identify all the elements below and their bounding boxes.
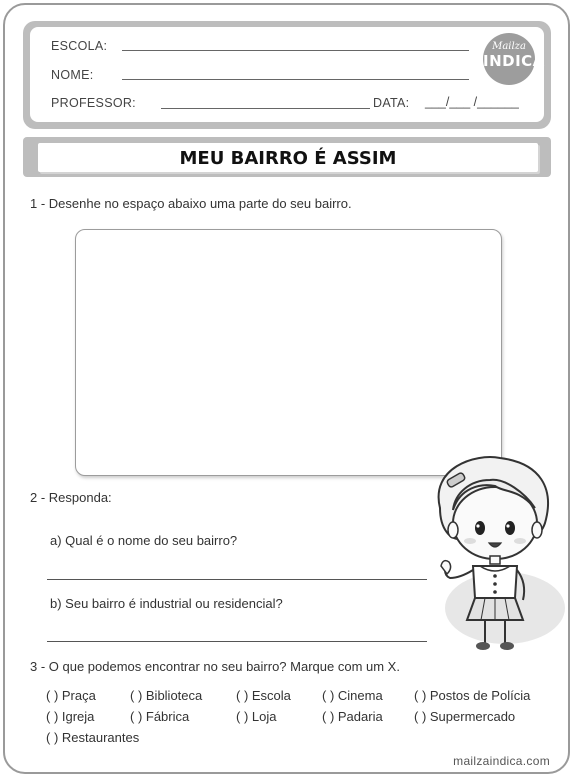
option-supermercado[interactable]: ( ) Supermercado xyxy=(414,709,516,724)
school-field[interactable] xyxy=(122,50,469,51)
question-2b: b) Seu bairro é industrial ou residencial? xyxy=(50,596,283,611)
option-igreja[interactable]: ( ) Igreja xyxy=(46,709,95,724)
date-label: DATA: xyxy=(373,96,410,110)
girl-illustration xyxy=(405,448,565,658)
teacher-label: PROFESSOR: xyxy=(51,96,136,110)
name-label: NOME: xyxy=(51,68,94,82)
option-praca[interactable]: ( ) Praça xyxy=(46,688,96,703)
date-field[interactable]: ___/___ /______ xyxy=(425,95,519,109)
option-fabrica[interactable]: ( ) Fábrica xyxy=(130,709,190,724)
option-escola[interactable]: ( ) Escola xyxy=(236,688,291,703)
question-2: 2 - Responda: xyxy=(30,490,112,505)
option-biblioteca[interactable]: ( ) Biblioteca xyxy=(130,688,203,703)
logo-line1: Mailza xyxy=(492,41,526,52)
question-3: 3 - O que podemos encontrar no seu bairro? Marque com um X. xyxy=(30,659,400,674)
logo-line2: INDICA xyxy=(483,52,545,70)
answer-line-2b[interactable] xyxy=(47,641,427,642)
option-cinema[interactable]: ( ) Cinema xyxy=(322,688,383,703)
name-field[interactable] xyxy=(122,79,469,80)
option-loja[interactable]: ( ) Loja xyxy=(236,709,277,724)
question-2a: a) Qual é o nome do seu bairro? xyxy=(50,533,238,548)
option-postos-de-policia[interactable]: ( ) Postos de Polícia xyxy=(414,688,531,703)
drawing-area[interactable] xyxy=(75,229,502,476)
footer-website: mailzaindica.com xyxy=(453,754,550,768)
question-1: 1 - Desenhe no espaço abaixo uma parte do seu bairro. xyxy=(30,196,352,211)
school-label: ESCOLA: xyxy=(51,39,108,53)
teacher-field[interactable] xyxy=(161,108,370,109)
page-title: MEU BAIRRO É ASSIM xyxy=(179,148,397,169)
mailza-indica-logo xyxy=(483,33,545,85)
option-padaria[interactable]: ( ) Padaria xyxy=(322,709,383,724)
option-restaurantes[interactable]: ( ) Restaurantes xyxy=(46,730,140,745)
answer-line-2a[interactable] xyxy=(47,579,427,580)
